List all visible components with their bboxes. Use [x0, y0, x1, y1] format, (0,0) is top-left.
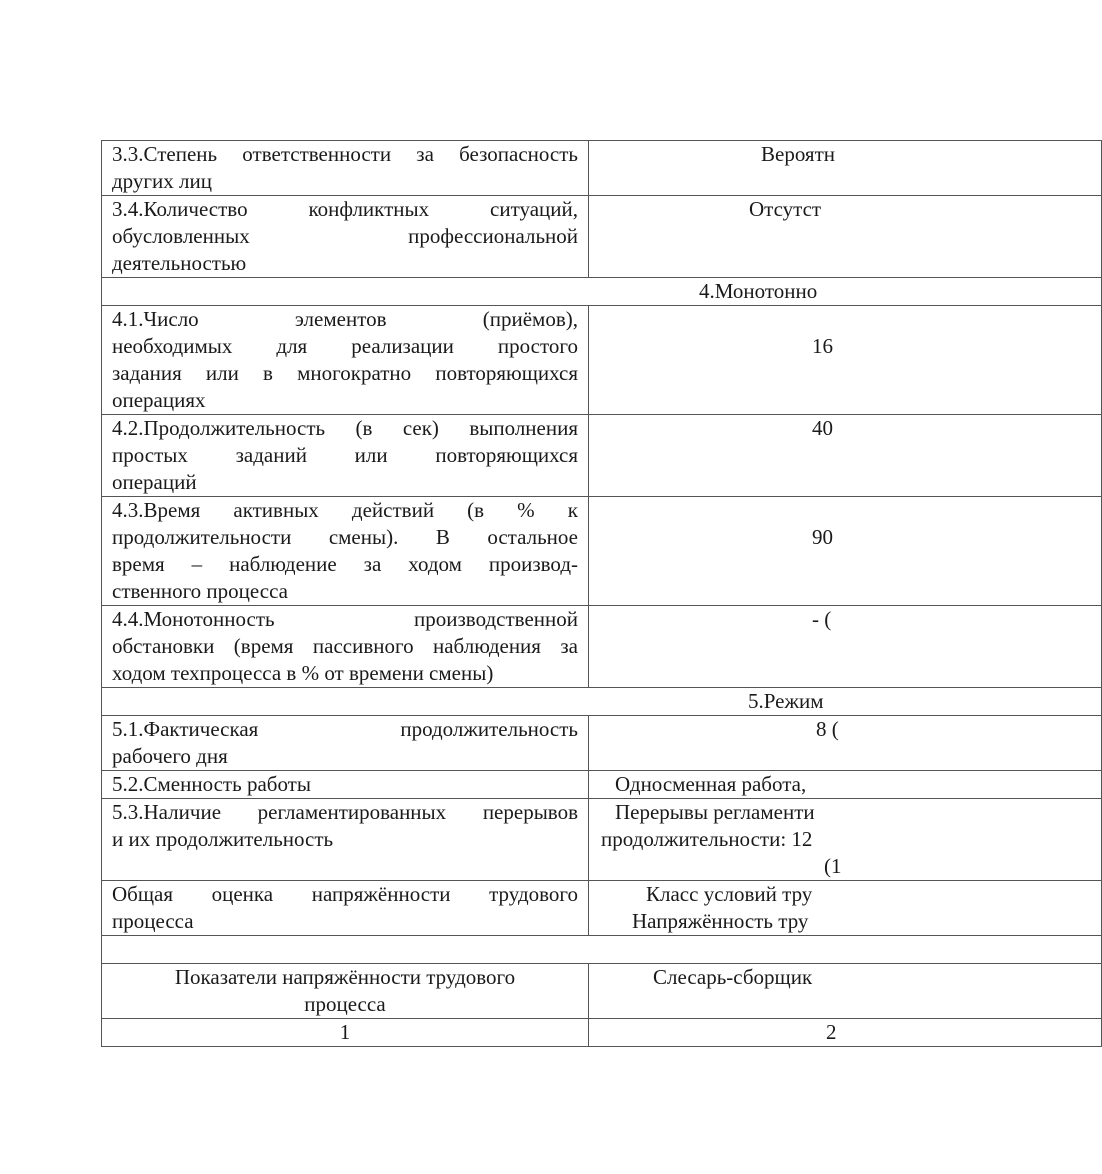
label-line: других лиц — [112, 169, 212, 193]
section-row — [102, 278, 1102, 306]
column-numbers-row — [102, 1019, 1102, 1047]
value-line: Перерывы регламенти — [615, 800, 815, 824]
section-title: 5.Режим — [748, 689, 824, 713]
value-cell — [589, 415, 1102, 497]
column-number: 2 — [826, 1020, 837, 1044]
indicator-cell — [102, 799, 589, 881]
value-cell — [589, 306, 1102, 415]
label-line: операций — [112, 470, 197, 494]
table-row — [102, 881, 1102, 936]
label-line: и их продолжительность — [112, 827, 334, 851]
label-line: ходом техпроцесса в % от времени смены) — [112, 661, 494, 685]
value-cell — [589, 606, 1102, 688]
value-text: 8 ( — [816, 717, 839, 741]
indicator-cell — [102, 881, 589, 936]
label-line: обстановки (время пассивного наблюдения за — [112, 634, 578, 658]
section-heading — [102, 688, 1102, 716]
label-line: 5.3.Наличие регламентированных перерывов — [112, 800, 578, 824]
section-heading — [102, 278, 1102, 306]
label-line: 3.4.Количество конфликтных ситуаций, — [112, 197, 578, 221]
value-text: 90 — [812, 525, 833, 549]
table-row — [102, 141, 1102, 196]
label-line: продолжительности смены). В остальное — [112, 525, 578, 549]
header-cell-indicators — [102, 964, 589, 1019]
value-cell — [589, 771, 1102, 799]
header-row — [102, 964, 1102, 1019]
label-line: деятельностью — [112, 251, 247, 275]
table-row — [102, 606, 1102, 688]
label-line: задания или в многократно повторяющихся — [112, 361, 578, 385]
table-row — [102, 196, 1102, 278]
value-line: (1 — [824, 854, 842, 878]
header-cell-profession — [589, 964, 1102, 1019]
table-row — [102, 497, 1102, 606]
value-cell — [589, 881, 1102, 936]
indicator-cell — [102, 306, 589, 415]
value-line: Класс условий тру — [646, 882, 813, 906]
indicator-cell — [102, 196, 589, 278]
label-line: 4.1.Число элементов (приёмов), — [112, 307, 578, 331]
value-cell — [589, 799, 1102, 881]
header-text: Слесарь-сборщик — [653, 965, 813, 989]
table-row — [102, 306, 1102, 415]
value-text: Вероятн — [761, 142, 836, 166]
value-cell — [589, 716, 1102, 771]
value-line: продолжительности: 12 — [601, 827, 813, 851]
label-line: процесса — [112, 909, 194, 933]
label-line: 5.2.Сменность работы — [112, 772, 311, 796]
value-cell — [589, 141, 1102, 196]
label-line: 5.1.Фактическая продолжительность — [112, 717, 578, 741]
column-number: 1 — [339, 1020, 351, 1044]
table-row — [102, 771, 1102, 799]
section-row — [102, 688, 1102, 716]
table-row — [102, 415, 1102, 497]
label-line: 4.2.Продолжительность (в сек) выполнения — [112, 416, 578, 440]
value-text: Односменная работа, — [615, 772, 807, 796]
column-number-cell — [102, 1019, 589, 1047]
value-text: 40 — [812, 416, 833, 440]
value-text: - ( — [812, 607, 832, 631]
table-row — [102, 799, 1102, 881]
table-row — [102, 716, 1102, 771]
value-cell — [589, 196, 1102, 278]
label-line: простых заданий или повторяющихся — [112, 443, 578, 467]
value-line: Напряжённость тру — [632, 909, 809, 933]
empty-row — [102, 936, 1102, 964]
label-line: 3.3.Степень ответственности за безопасность — [112, 142, 578, 166]
indicator-cell — [102, 716, 589, 771]
label-line: обусловленных профессиональной — [112, 224, 578, 248]
column-number-cell — [589, 1019, 1102, 1047]
label-line: операциях — [112, 388, 206, 412]
label-line: 4.4.Монотонность производственной — [112, 607, 578, 631]
label-line: необходимых для реализации простого — [112, 334, 578, 358]
indicator-cell — [102, 141, 589, 196]
value-cell — [589, 497, 1102, 606]
value-text: 16 — [812, 334, 833, 358]
header-line: процесса — [304, 992, 386, 1016]
label-line: ственного процесса — [112, 579, 288, 603]
empty-cell — [102, 936, 1102, 964]
indicator-cell — [102, 606, 589, 688]
label-line: время – наблюдение за ходом производ- — [112, 552, 578, 576]
indicator-cell — [102, 771, 589, 799]
label-line: 4.3.Время активных действий (в % к — [112, 498, 578, 522]
indicator-cell — [102, 415, 589, 497]
header-line: Показатели напряжённости трудового — [174, 965, 516, 989]
indicator-cell — [102, 497, 589, 606]
labor-intensity-table — [101, 140, 1102, 1047]
value-text: Отсутст — [749, 197, 822, 221]
label-line: Общая оценка напряжённости трудового — [112, 882, 578, 906]
label-line: рабочего дня — [112, 744, 228, 768]
section-title: 4.Монотонно — [699, 279, 818, 303]
